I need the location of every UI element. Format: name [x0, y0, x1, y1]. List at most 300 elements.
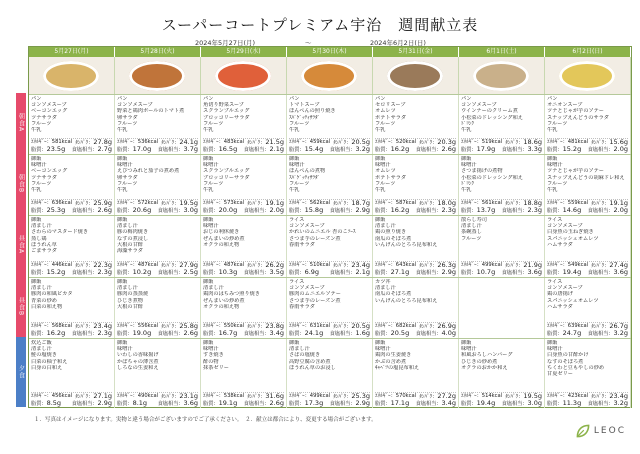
fat-label: 脂質: [31, 400, 42, 407]
menu-cell: [545, 278, 631, 338]
fat-value: 15.2g: [562, 144, 582, 153]
salt-label: 食塩相当: [157, 146, 179, 153]
nutrition-info: ｴﾈﾙｷﾞｰ：519kcal ﾀﾝﾊﾟｸ：18.6g 脂質：17.9g 食塩相当：3.3g: [461, 137, 542, 153]
menu-item: 御飯: [461, 156, 472, 162]
protein-value: 26.3g: [437, 260, 456, 269]
fat-value: 19.4g: [476, 398, 496, 407]
menu-item: 味噌汁: [117, 346, 133, 353]
energy-label: ｴﾈﾙｷﾞｰ: [289, 199, 305, 206]
fat-value: 10.3g: [218, 267, 238, 276]
protein-value: 27.8g: [93, 137, 112, 146]
energy-value: 519kcal: [481, 138, 503, 145]
day-header: 5月28日(火): [115, 47, 201, 57]
menu-item: かれいのムニエル 杏のこｿｰｽ: [289, 229, 356, 236]
menu-item: ブロッコリーサラダ: [203, 114, 250, 121]
company-logo: [575, 423, 626, 439]
dish-image: [301, 61, 357, 91]
menu-item: 清まし汁: [117, 223, 138, 230]
salt-value: 3.2g: [613, 398, 628, 407]
fat-value: 15.2g: [46, 267, 66, 276]
energy-label: ｴﾈﾙｷﾞｰ: [117, 392, 133, 399]
protein-label: ﾀﾝﾊﾟｸ: [247, 323, 261, 330]
fat-value: 16.7g: [218, 328, 238, 337]
menu-item: 御飯: [31, 217, 42, 223]
protein-value: 18.0g: [437, 198, 456, 207]
menu-item: 白身魚の玉ねぎ焼き: [547, 229, 594, 236]
menu-item: 和風おろしハンバーグ: [461, 352, 513, 359]
menu-item: 御飯: [117, 279, 128, 285]
fat-value: 19.0g: [132, 328, 152, 337]
menu-item: 南瓜のそぼろ煮: [375, 291, 412, 298]
salt-value: 2.0g: [613, 205, 628, 214]
protein-label: ﾀﾝﾊﾟｸ: [419, 393, 433, 400]
salt-label: 食塩相当: [501, 400, 523, 407]
menu-item: 御飯: [289, 340, 300, 346]
salt-value: 2.3g: [441, 205, 456, 214]
menu-cell: [287, 95, 373, 154]
salt-value: 2.9g: [355, 205, 370, 214]
protein-label: ﾀﾝﾊﾟｸ: [419, 200, 433, 207]
protein-value: 21.5g: [265, 137, 284, 146]
menu-cell: [373, 155, 459, 215]
menu-item: ｽﾊﾟｹﾞｯﾃｨｻﾗﾀﾞ: [289, 174, 321, 181]
menu-item: ちくわと豆もやしの炒め: [547, 364, 605, 371]
protein-label: ﾀﾝﾊﾟｸ: [591, 262, 605, 269]
menu-item: 鶏の唐揚げ: [547, 291, 573, 298]
menu-item: 御飯: [203, 279, 214, 285]
menu-item: ライス: [289, 279, 305, 285]
menu-item: 御飯: [117, 217, 128, 223]
menu-item: 清まし汁: [31, 223, 52, 230]
menu-item: フルーツ: [117, 180, 138, 187]
salt-label: 食塩相当: [329, 207, 351, 214]
nutrition-info: ｴﾈﾙｷﾞｰ：483kcal ﾀﾝﾊﾟｸ：21.5g 脂質：16.5g 食塩相当：2.1g: [203, 137, 284, 153]
fat-label: 脂質: [117, 330, 128, 337]
nutrition-info: ｴﾈﾙｷﾞｰ：423kcal ﾀﾝﾊﾟｸ：23.4g 脂質：11.3g 食塩相当：3.2g: [547, 391, 628, 407]
protein-label: ﾀﾝﾊﾟｸ: [591, 200, 605, 207]
menu-item: いんげんのとろろ昆布和え: [375, 297, 438, 304]
menu-item: えびつみれと茄子の煮め煮: [117, 168, 180, 175]
energy-value: 499kcal: [309, 392, 331, 399]
energy-value: 538kcal: [223, 392, 245, 399]
menu-item: フルーツ: [289, 180, 310, 187]
nutrition-info: ｴﾈﾙｷﾞｰ：536kcal ﾀﾝﾊﾟｸ：24.1g 脂質：17.0g 食塩相当：3.7g: [117, 137, 198, 153]
protein-value: 21.9g: [523, 260, 542, 269]
protein-label: ﾀﾝﾊﾟｸ: [161, 393, 175, 400]
energy-label: ｴﾈﾙｷﾞｰ: [289, 322, 305, 329]
protein-value: 19.1g: [265, 198, 284, 207]
menu-item: 茶碗蒸し: [461, 229, 482, 236]
menu-item: 豚肉の和風ピカタ: [31, 291, 73, 298]
menu-item: 小松菜のドレッシング和え: [461, 174, 523, 181]
energy-label: ｴﾈﾙｷﾞｰ: [547, 392, 563, 399]
fat-value: 19.4g: [562, 267, 582, 276]
salt-value: 3.0g: [527, 398, 542, 407]
menu-item: コンソメスープ: [547, 285, 583, 292]
fat-label: 脂質: [375, 269, 386, 276]
nutrition-info: ｴﾈﾙｷﾞｰ：446kcal ﾀﾝﾊﾟｸ：22.3g 脂質：15.2g 食塩相当：2.3g: [31, 260, 112, 276]
protein-value: 23.4g: [609, 391, 628, 400]
dish-image: [473, 61, 529, 91]
day-header: 5月30日(木): [287, 47, 373, 57]
nutrition-info: ｴﾈﾙｷﾞｰ：682kcal ﾀﾝﾊﾟｸ：26.9g 脂質：20.5g 食塩相当：4.0g: [375, 321, 456, 337]
menu-item: 海藻サラダ: [117, 248, 143, 255]
energy-label: ｴﾈﾙｷﾞｰ: [31, 261, 47, 268]
fat-label: 脂質: [203, 400, 214, 407]
menu-item: ｽﾊﾟｹﾞｯﾃｨｻﾗﾀﾞ: [289, 114, 321, 121]
fat-label: 脂質: [31, 207, 42, 214]
energy-value: 568kcal: [51, 322, 73, 329]
protein-label: ﾀﾝﾊﾟｸ: [75, 393, 89, 400]
energy-value: 481kcal: [567, 138, 589, 145]
menu-item: スクランブルエッグ: [203, 168, 250, 175]
menu-item: さつま芋のレーズン煮: [289, 235, 341, 242]
nutrition-info: ｴﾈﾙｷﾞｰ：499kcal ﾀﾝﾊﾟｸ：21.9g 脂質：10.7g 食塩相当：3.6g: [461, 260, 542, 276]
fat-value: 19.1g: [218, 398, 238, 407]
menu-item: オムレツ: [375, 168, 396, 175]
menu-item: かぼちゃの薄含煮: [117, 358, 159, 365]
menu-item: パン: [203, 96, 214, 102]
menu-item: 蒸し鶏: [31, 235, 47, 242]
energy-label: ｴﾈﾙｷﾞｰ: [117, 322, 133, 329]
salt-label: 食塩相当: [243, 400, 265, 407]
salt-value: 2.6g: [183, 328, 198, 337]
fat-label: 脂質: [203, 269, 214, 276]
salt-label: 食塩相当: [587, 330, 609, 337]
energy-value: 423kcal: [567, 392, 589, 399]
menu-item: 白身魚の甘酢かけ: [547, 352, 589, 359]
salt-value: 2.9g: [441, 267, 456, 276]
salt-value: 1.6g: [355, 328, 370, 337]
photo-row: [29, 57, 631, 94]
menu-item: パン: [31, 96, 42, 102]
nutrition-info: ｴﾈﾙｷﾞｰ：538kcal ﾀﾝﾊﾟｸ：31.6g 脂質：19.1g 食塩相当：2.6g: [203, 391, 284, 407]
menu-item: フルーツ: [547, 120, 568, 127]
protein-label: ﾀﾝﾊﾟｸ: [333, 393, 347, 400]
salt-label: 食塩相当: [329, 400, 351, 407]
meal-photo: [287, 57, 373, 94]
protein-value: 27.1g: [93, 391, 112, 400]
fat-value: 23.5g: [46, 144, 66, 153]
menu-item: 味噌汁: [31, 162, 47, 169]
nutrition-info: ｴﾈﾙｷﾞｰ：631kcal ﾀﾝﾊﾟｸ：20.5g 脂質：24.1g 食塩相当：1.6g: [289, 321, 370, 337]
menu-item: 清まし汁: [461, 223, 482, 230]
energy-value: 487kcal: [137, 261, 159, 268]
menu-item: 御飯: [31, 279, 42, 285]
menu-item: フルーツ: [547, 180, 568, 187]
energy-label: ｴﾈﾙｷﾞｰ: [203, 322, 219, 329]
protein-label: ﾀﾝﾊﾟｸ: [505, 139, 519, 146]
energy-label: ｴﾈﾙｷﾞｰ: [461, 199, 477, 206]
menu-item: フルーツ: [31, 180, 52, 187]
protein-value: 23.4g: [351, 260, 370, 269]
protein-value: 26.9g: [437, 321, 456, 330]
menu-item: カツ丼: [375, 279, 391, 285]
fat-value: 16.5g: [218, 144, 238, 153]
menu-item: 味噌汁: [547, 346, 563, 353]
salt-value: 3.2g: [613, 328, 628, 337]
menu-item: 青菜の炒め: [31, 297, 57, 304]
menu-cell: [459, 95, 545, 154]
menu-item: 牛乳: [117, 187, 128, 194]
menu-item: なすの煮浸し: [117, 235, 149, 242]
fat-label: 脂質: [289, 146, 300, 153]
protein-label: ﾀﾝﾊﾟｸ: [333, 323, 347, 330]
menu-item: さわらのマスタード焼き: [31, 229, 89, 236]
protein-label: ﾀﾝﾊﾟｸ: [333, 262, 347, 269]
protein-label: ﾀﾝﾊﾟｸ: [247, 393, 261, 400]
menu-item: 味噌汁: [461, 162, 477, 169]
fat-value: 24.7g: [562, 328, 582, 337]
protein-value: 25.8g: [179, 321, 198, 330]
nutrition-info: ｴﾈﾙｷﾞｰ：556kcal ﾀﾝﾊﾟｸ：25.8g 脂質：19.0g 食塩相当：2.6g: [117, 321, 198, 337]
protein-value: 19.5g: [523, 391, 542, 400]
fat-value: 16.2g: [390, 144, 410, 153]
salt-label: 食塩相当: [501, 269, 523, 276]
period-separator: ～: [305, 39, 312, 47]
salt-label: 食塩相当: [415, 330, 437, 337]
salt-value: 2.9g: [97, 398, 112, 407]
nutrition-info: ｴﾈﾙｷﾞｰ：643kcal ﾀﾝﾊﾟｸ：26.3g 脂質：27.1g 食塩相当：2.9g: [375, 260, 456, 276]
energy-label: ｴﾈﾙｷﾞｰ: [203, 392, 219, 399]
menu-item: ハムサラダ: [547, 303, 573, 310]
meal-photo: [459, 57, 545, 94]
protein-value: 23.4g: [93, 321, 112, 330]
menu-item: 牛乳: [203, 127, 214, 134]
nutrition-info: ｴﾈﾙｷﾞｰ：549kcal ﾀﾝﾊﾟｸ：27.4g 脂質：19.4g 食塩相当：3.6g: [547, 260, 628, 276]
salt-value: 2.1g: [355, 267, 370, 276]
salt-label: 食塩相当: [157, 269, 179, 276]
menu-item: ツナサラダ: [31, 174, 57, 181]
fat-value: 10.2g: [132, 267, 152, 276]
menu-item: 大根の甘酢: [117, 303, 143, 310]
fat-label: 脂質: [31, 330, 42, 337]
menu-item: 清まし汁: [289, 346, 310, 353]
energy-label: ｴﾈﾙｷﾞｰ: [461, 138, 477, 145]
fat-value: 14.6g: [562, 205, 582, 214]
menu-item: なすのそぼろ煮: [547, 358, 584, 365]
salt-label: 食塩相当: [243, 207, 265, 214]
energy-label: ｴﾈﾙｷﾞｰ: [31, 138, 47, 145]
salt-value: 2.6g: [97, 205, 112, 214]
menu-item: フルーツ: [203, 120, 224, 127]
salt-value: 4.0g: [441, 328, 456, 337]
menu-cell: [115, 155, 201, 215]
menu-item: 味噌汁: [203, 162, 219, 169]
menu-item: 牛乳: [375, 187, 386, 194]
menu-item: ライス: [289, 217, 305, 223]
protein-label: ﾀﾝﾊﾟｸ: [247, 262, 261, 269]
menu-item: コンソメスープ: [289, 223, 325, 230]
protein-value: 27.2g: [437, 391, 456, 400]
nutrition-info: ｴﾈﾙｷﾞｰ：550kcal ﾀﾝﾊﾟｸ：23.8g 脂質：16.7g 食塩相当：3.4g: [203, 321, 284, 337]
salt-value: 3.2g: [355, 144, 370, 153]
menu-item: ポテトサラダ: [375, 174, 407, 181]
menu-item: 炊込ご飯: [31, 340, 52, 346]
menu-item: すき焼き: [203, 352, 224, 359]
meal-photo: [545, 57, 631, 94]
fat-value: 15.4g: [304, 144, 324, 153]
salt-value: 2.3g: [97, 267, 112, 276]
menu-cell: [373, 278, 459, 338]
meal-row: [29, 277, 631, 338]
salt-label: 食塩相当: [71, 330, 93, 337]
energy-value: 446kcal: [51, 261, 73, 268]
menu-item: 牛乳: [31, 127, 42, 134]
menu-item: 卵サラダ: [117, 174, 138, 181]
fat-value: 24.1g: [304, 328, 324, 337]
salt-label: 食塩相当: [587, 269, 609, 276]
energy-value: 631kcal: [309, 322, 331, 329]
protein-label: ﾀﾝﾊﾟｸ: [161, 323, 175, 330]
menu-item: ベーコンエッグ: [31, 168, 68, 175]
protein-value: 20.5g: [351, 137, 370, 146]
salt-label: 食塩相当: [71, 269, 93, 276]
protein-value: 27.4g: [609, 260, 628, 269]
salt-value: 2.5g: [183, 267, 198, 276]
energy-value: 456kcal: [51, 392, 73, 399]
energy-label: ｴﾈﾙｷﾞｰ: [547, 322, 563, 329]
protein-label: ﾀﾝﾊﾟｸ: [333, 139, 347, 146]
menu-item: パン: [289, 96, 300, 102]
salt-value: 2.1g: [269, 144, 284, 153]
menu-cell: [115, 278, 201, 338]
menu-item: 御飯: [375, 156, 386, 162]
meal-row: [29, 94, 631, 154]
menu-cell: [201, 339, 287, 408]
energy-label: ｴﾈﾙｷﾞｰ: [203, 138, 219, 145]
menu-item: スクランブルエッグ: [203, 108, 250, 115]
salt-label: 食塩相当: [71, 207, 93, 214]
energy-label: ｴﾈﾙｷﾞｰ: [461, 261, 477, 268]
menu-item: フルーツ: [203, 180, 224, 187]
menu-item: 小松菜のドレッシング和え: [461, 114, 523, 121]
menu-cell: [287, 339, 373, 408]
protein-label: ﾀﾝﾊﾟｸ: [419, 323, 433, 330]
menu-item: 酢の物: [203, 358, 219, 365]
day-header: 6月2日(日): [545, 47, 631, 57]
protein-label: ﾀﾝﾊﾟｸ: [161, 262, 175, 269]
fat-label: 脂質: [461, 400, 472, 407]
nutrition-info: ｴﾈﾙｷﾞｰ：481kcal ﾀﾝﾊﾟｸ：15.6g 脂質：15.2g 食塩相当：2.0g: [547, 137, 628, 153]
menu-item: 牛乳: [31, 187, 42, 194]
menu-cell: [201, 216, 287, 277]
salt-label: 食塩相当: [329, 146, 351, 153]
menu-item: 清まし汁: [203, 285, 224, 292]
protein-value: 27.9g: [179, 260, 198, 269]
period-start: 2024年5月27日(月): [195, 39, 256, 47]
energy-label: ｴﾈﾙｷﾞｰ: [375, 199, 391, 206]
fat-label: 脂質: [547, 269, 558, 276]
protein-label: ﾀﾝﾊﾟｸ: [247, 139, 261, 146]
menu-item: ｷｬﾍﾞﾂの塩昆布和え: [375, 364, 420, 371]
energy-label: ｴﾈﾙｷﾞｰ: [289, 261, 305, 268]
menu-item: 野菜と鶏肉ボールのトマト煮: [117, 108, 185, 115]
meal-label: 昼食B: [16, 276, 26, 337]
energy-label: ｴﾈﾙｷﾞｰ: [375, 261, 391, 268]
menu-cell: [545, 216, 631, 277]
menu-item: さつま芋のレーズン煮: [289, 297, 341, 304]
fat-label: 脂質: [375, 330, 386, 337]
nutrition-info: ｴﾈﾙｷﾞｰ：459kcal ﾀﾝﾊﾟｸ：20.5g 脂質：15.4g 食塩相当：3.2g: [289, 137, 370, 153]
energy-value: 550kcal: [223, 322, 245, 329]
energy-label: ｴﾈﾙｷﾞｰ: [547, 261, 563, 268]
menu-item: 御飯: [31, 156, 42, 162]
salt-label: 食塩相当: [415, 146, 437, 153]
energy-value: 562kcal: [309, 199, 331, 206]
menu-item: ライス: [547, 279, 563, 285]
nutrition-info: ｴﾈﾙｷﾞｰ：487kcal ﾀﾝﾊﾟｸ：26.2g 脂質：10.3g 食塩相当：3.5g: [203, 260, 284, 276]
menu-item: フルーツ: [289, 120, 310, 127]
menu-item: 春雨サラダ: [289, 303, 315, 310]
menu-item: 牛乳: [375, 127, 386, 134]
fat-label: 脂質: [203, 207, 214, 214]
protein-label: ﾀﾝﾊﾟｸ: [419, 139, 433, 146]
salt-value: 3.4g: [441, 398, 456, 407]
nutrition-info: ｴﾈﾙｷﾞｰ：562kcal ﾀﾝﾊﾟｸ：18.7g 脂質：15.8g 食塩相当：2.9g: [289, 198, 370, 214]
menu-cell: [287, 216, 373, 277]
protein-value: 18.8g: [523, 198, 542, 207]
menu-item: 清まし汁: [31, 346, 52, 353]
menu-item: コンソメスープ: [547, 223, 583, 230]
menu-item: 豚肉のムニエルソテー: [289, 291, 341, 298]
energy-label: ｴﾈﾙｷﾞｰ: [375, 322, 391, 329]
menu-item: フルーツ: [461, 235, 482, 242]
menu-item: 味噌汁: [117, 162, 133, 169]
menu-item: 高野豆腐の含め煮: [289, 358, 331, 365]
energy-label: ｴﾈﾙｷﾞｰ: [117, 199, 133, 206]
fat-label: 脂質: [289, 207, 300, 214]
menu-item: 南瓜のそぼろ煮: [375, 235, 412, 242]
menu-item: 抹茶ゼリー: [203, 364, 229, 371]
protein-value: 31.6g: [265, 391, 284, 400]
nutrition-info: ｴﾈﾙｷﾞｰ：581kcal ﾀﾝﾊﾟｸ：27.8g 脂質：23.5g 食塩相当：2.7g: [31, 137, 112, 153]
salt-value: 2.0g: [613, 144, 628, 153]
salt-label: 食塩相当: [329, 269, 351, 276]
energy-label: ｴﾈﾙｷﾞｰ: [117, 261, 133, 268]
menu-item: ベーコンエッグ: [31, 108, 68, 115]
protein-value: 26.2g: [265, 260, 284, 269]
menu-item: 御飯: [547, 340, 558, 346]
dish-image: [43, 61, 99, 91]
salt-label: 食塩相当: [71, 400, 93, 407]
fat-label: 脂質: [375, 146, 386, 153]
nutrition-info: ｴﾈﾙｷﾞｰ：499kcal ﾀﾝﾊﾟｸ：25.3g 脂質：17.3g 食塩相当：2.9g: [289, 391, 370, 407]
energy-value: 514kcal: [481, 392, 503, 399]
salt-label: 食塩相当: [587, 400, 609, 407]
menu-item: 味噌汁: [461, 346, 477, 353]
energy-value: 536kcal: [137, 138, 159, 145]
period-end: 2024年6月2日(日): [370, 39, 426, 47]
menu-item: しろなの生姜和え: [117, 364, 159, 371]
energy-value: 490kcal: [137, 392, 159, 399]
menu-item: 大根の甘酢: [117, 241, 143, 248]
menu-item: 卵サラダ: [117, 114, 138, 121]
menu-item: 味噌汁: [289, 162, 305, 169]
menu-item: 御飯: [203, 340, 214, 346]
menu-item: 春雨サラダ: [289, 241, 315, 248]
salt-value: 2.3g: [527, 205, 542, 214]
salt-value: 3.6g: [527, 267, 542, 276]
energy-value: 682kcal: [395, 322, 417, 329]
fat-label: 脂質: [461, 146, 472, 153]
menu-item: 御飯: [547, 156, 558, 162]
salt-label: 食塩相当: [501, 207, 523, 214]
nutrition-info: ｴﾈﾙｷﾞｰ：561kcal ﾀﾝﾊﾟｸ：18.8g 脂質：13.7g 食塩相当：2.3g: [461, 198, 542, 214]
menu-cell: [545, 155, 631, 215]
menu-item: パン: [375, 96, 386, 102]
fat-label: 脂質: [547, 207, 558, 214]
